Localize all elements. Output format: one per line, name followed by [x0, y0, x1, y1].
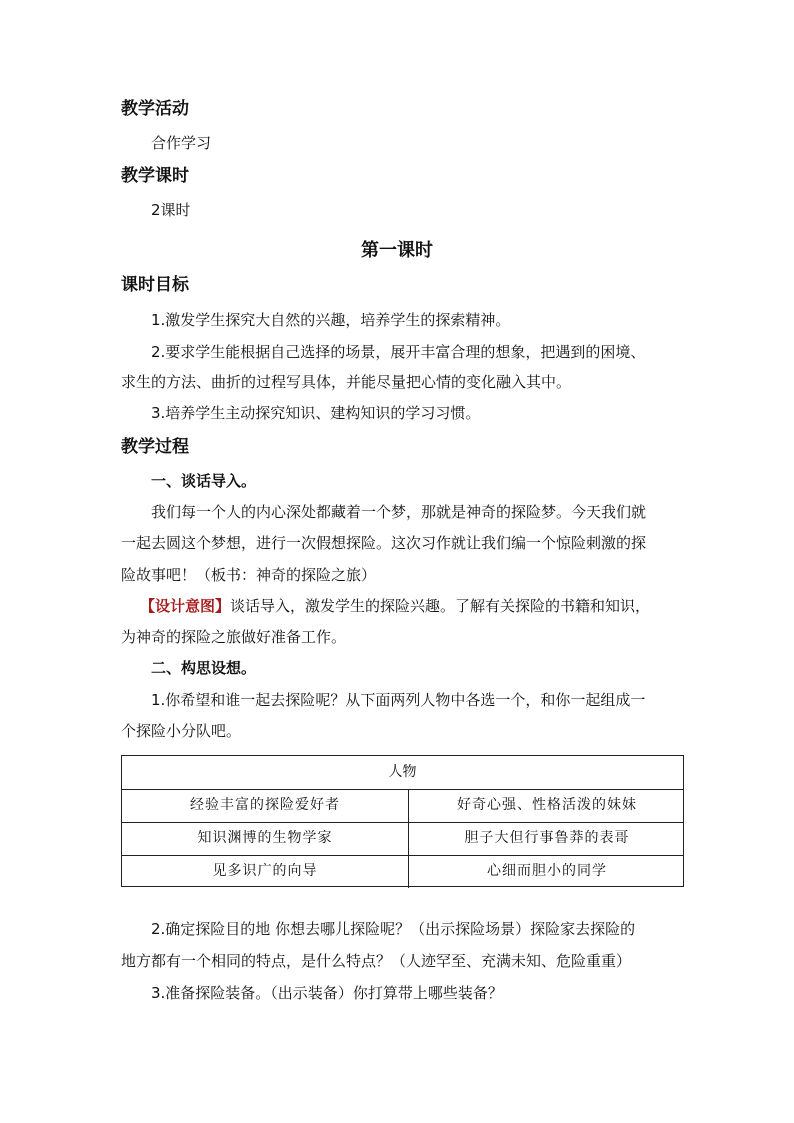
- design-intent-tag: 【设计意图】: [140, 597, 231, 615]
- table-row: [122, 789, 683, 823]
- goal-line-3: 求生的方法、曲折的过程写具体，并能尽量把心情的变化融入其中。: [121, 373, 572, 391]
- heading-lesson-goals: 课时目标: [121, 275, 189, 295]
- table-cell: 好奇心强、性格活泼的妹妹: [457, 797, 637, 813]
- section1-para-line-3: 险故事吧！（板书：神奇的探险之旅）: [121, 566, 377, 584]
- heading-teaching-process: 教学过程: [121, 437, 189, 457]
- heading-teaching-hours: 教学课时: [121, 166, 189, 186]
- characters-table: [121, 755, 684, 887]
- table-cell: 见多识广的向导: [122, 855, 409, 888]
- lesson-title: 第一课时: [361, 240, 433, 261]
- table-cell: 知识渊博的生物学家: [122, 822, 409, 855]
- question1-line-2: 个探险小分队吧。: [121, 722, 242, 740]
- hours-text: 2课时: [151, 201, 191, 219]
- table-cell: 经验丰富的探险爱好者: [122, 789, 409, 822]
- section1-title: 一、谈话导入。: [151, 472, 257, 490]
- section2-title: 二、构思设想。: [151, 659, 257, 677]
- table-row: [122, 855, 683, 888]
- table-header: 人物: [122, 756, 683, 790]
- section1-para-line-2: 一起去圆这个梦想，进行一次假想探险。这次习作就让我们编一个惊险刺激的探: [121, 534, 647, 552]
- goal-line-2: 2.要求学生能根据自己选择的场景，展开丰富合理的想象，把遇到的困境、: [151, 343, 646, 361]
- activity-text: 合作学习: [151, 134, 212, 152]
- table-row: [122, 822, 683, 856]
- question1-line-1: 1.你希望和谁一起去探险呢？从下面两列人物中各选一个，和你一起组成一: [151, 691, 646, 709]
- question2-line-2: 地方都有一个相同的特点，是什么特点？（人迹罕至、充满未知、危险重重）: [121, 952, 632, 970]
- design-intent-line-2: 为神奇的探险之旅做好准备工作。: [121, 628, 347, 646]
- goal-line-1: 1.激发学生探究大自然的兴趣，培养学生的探索精神。: [151, 311, 511, 329]
- section1-para-line-1: 我们每一个人的内心深处都藏着一个梦，那就是神奇的探险梦。今天我们就: [151, 503, 647, 521]
- question2-line-1: 2.确定探险目的地 你想去哪儿探险呢？（出示探险场景）探险家去探险的: [151, 920, 636, 938]
- table-cell: 胆子大但行事鲁莽的表哥: [464, 830, 630, 846]
- goal-line-4: 3.培养学生主动探究知识、建构知识的学习习惯。: [151, 404, 481, 422]
- table-cell: 心细而胆小的同学: [487, 863, 607, 879]
- design-intent-line-1: [140, 596, 650, 616]
- design-intent-text-1: 谈话导入，激发学生的探险兴趣。了解有关探险的书籍和知识，: [230, 597, 651, 615]
- question3-line: 3.准备探险装备。（出示装备）你打算带上哪些装备？: [151, 984, 503, 1002]
- heading-teaching-activity: 教学活动: [121, 99, 189, 119]
